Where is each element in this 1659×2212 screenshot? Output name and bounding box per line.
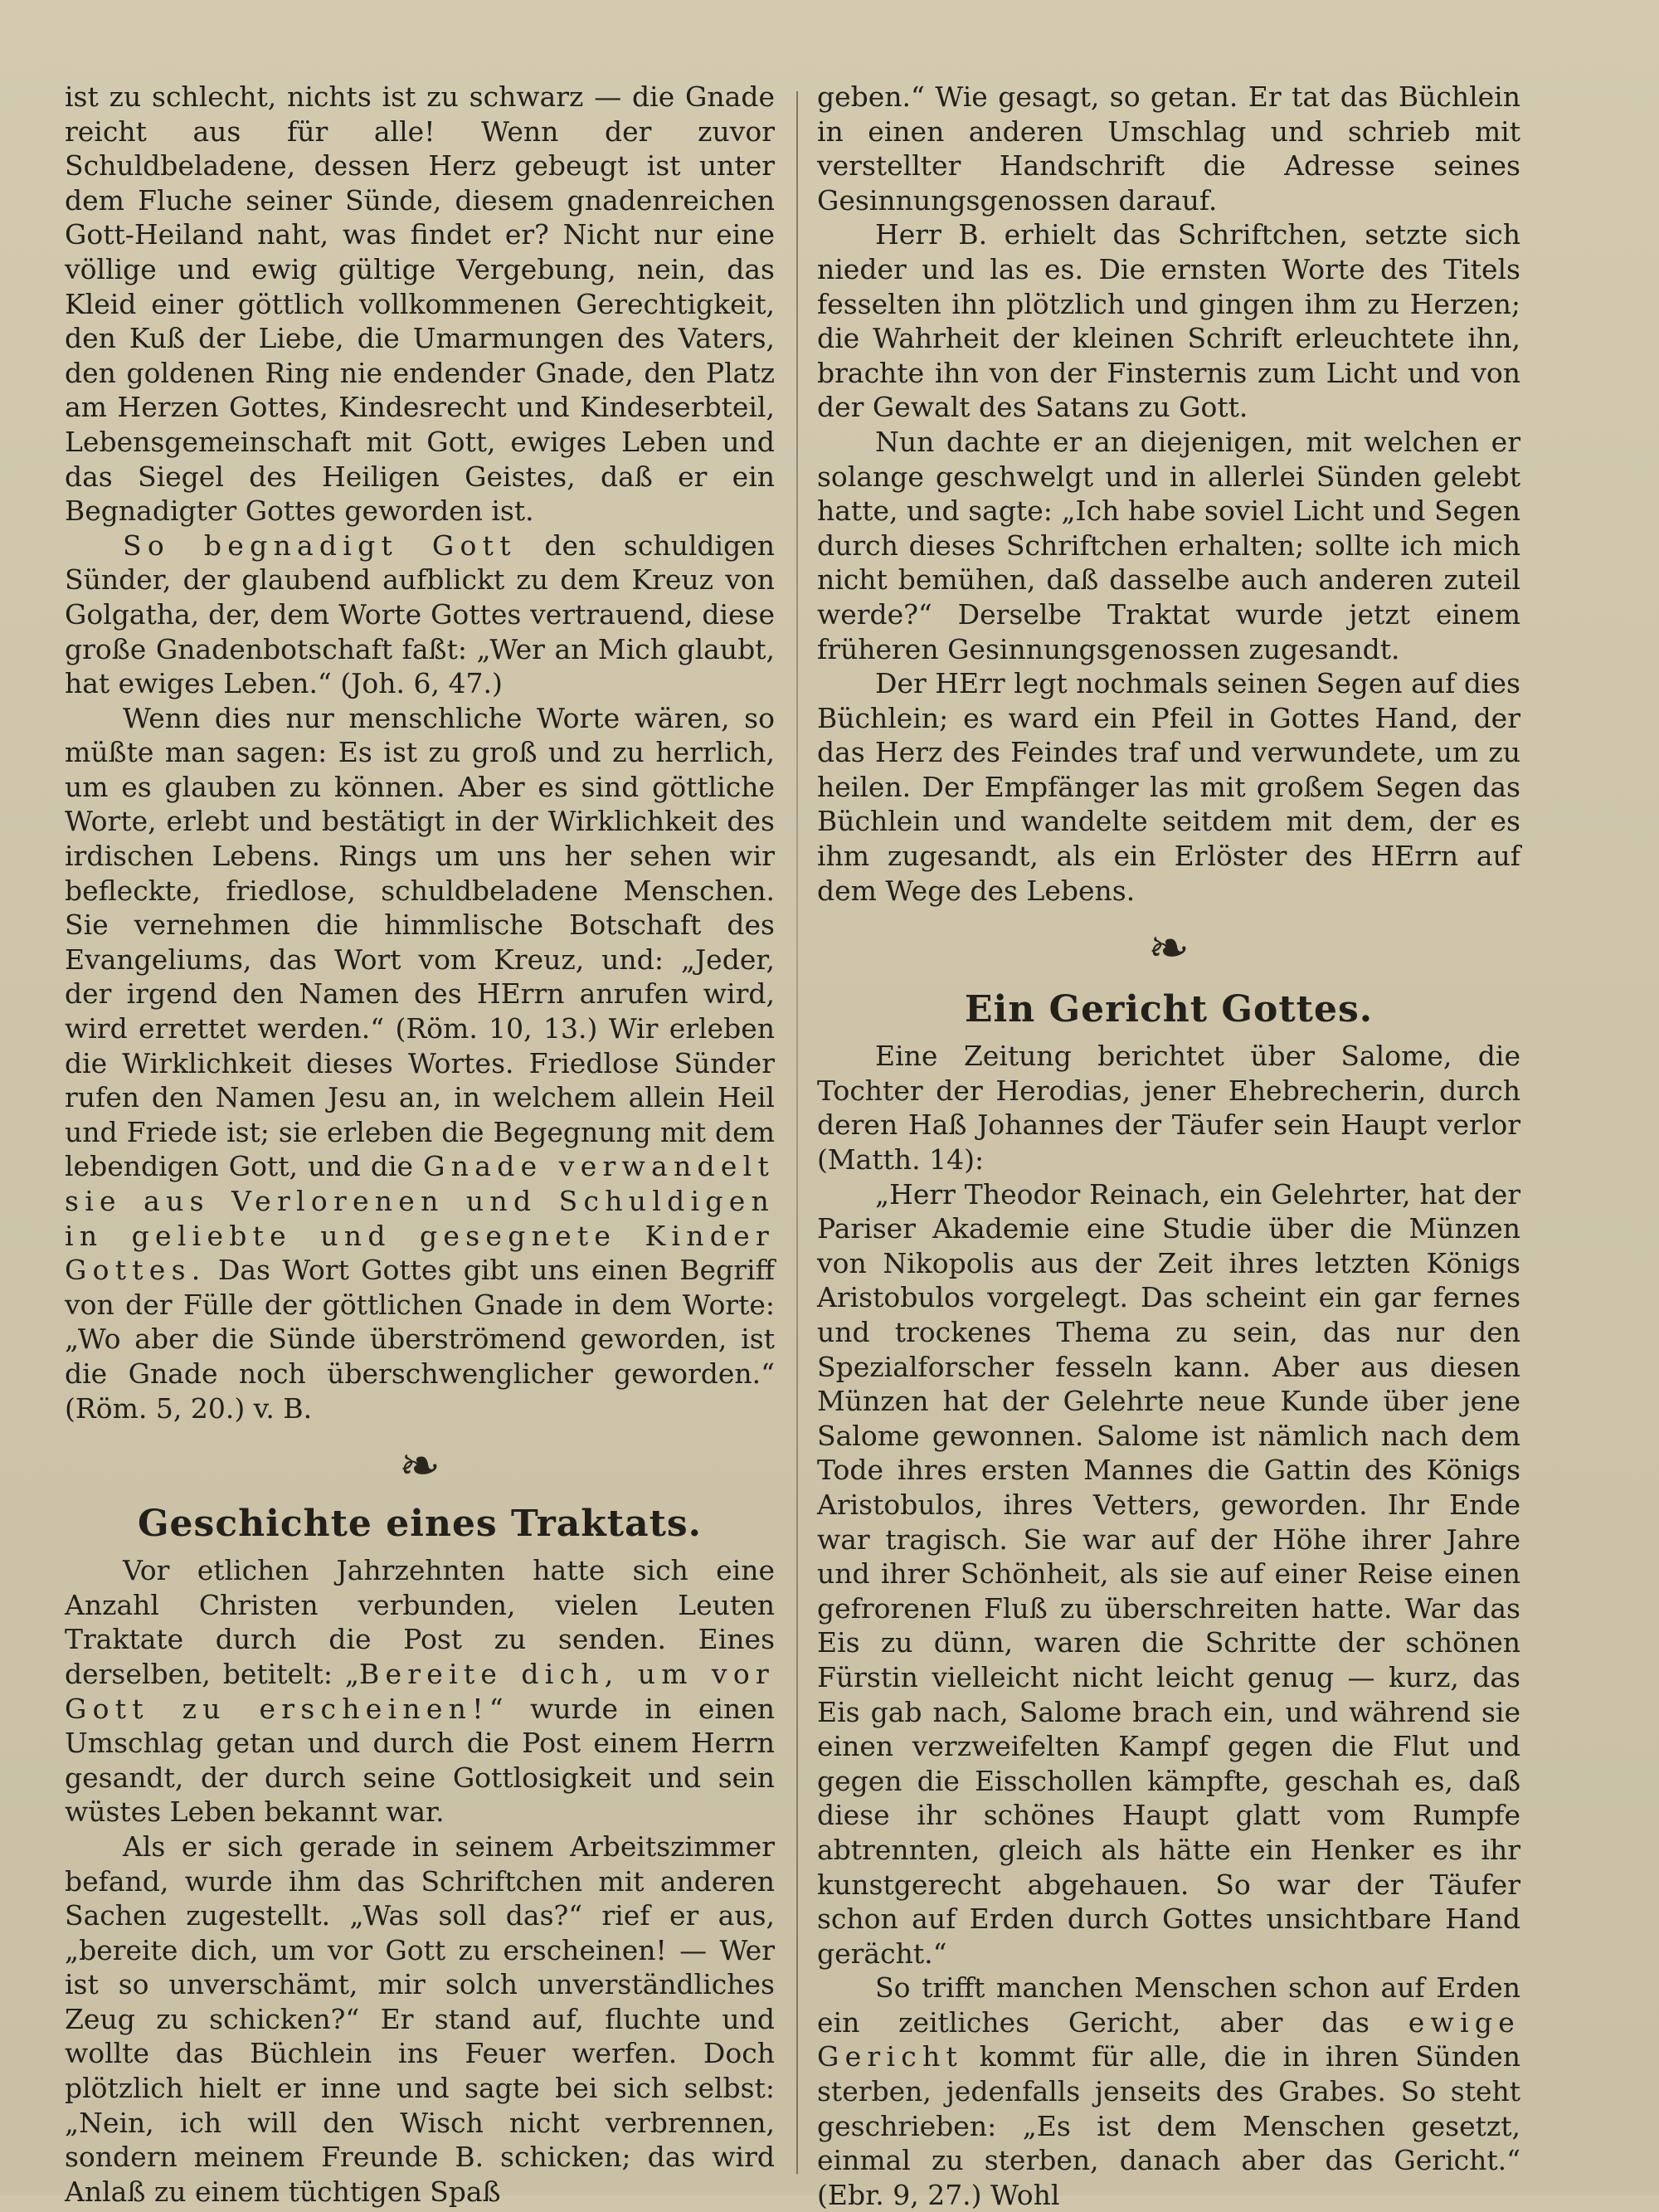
paragraph-text: kommt für alle, die in ihren Sünden sterben, jedenfalls jenseits des Grabes. So steht geschrieben: „Es ist dem Menschen gesetzt, einmal zu sterben, danach aber das Gericht.“ (Ebr. 9, 27.) Wohl <box>817 2040 1520 2211</box>
spaced-emphasis: ewige Gericht <box>817 2005 1520 2073</box>
column-divider <box>796 91 798 2174</box>
right-column <box>817 80 1520 2211</box>
fleuron-ornament-icon: ❧ <box>1147 919 1190 978</box>
paragraph-der-herr-segen: Der HErr legt nochmals seinen Segen auf dies Büchlein; es ward ein Pfeil in Gottes Hand, der das Herz des Feindes traf und verwundete, um zu heilen. Der Empfänger las mit großem Segen das Büchlein und wandelte seitdem mit dem, der es ihm zugesandt, als ein Erlöster des HErrn auf dem Wege des Lebens. <box>817 667 1520 907</box>
paragraph-text: “ wurde in einen Umschlag getan und durch die Post einem Herrn gesandt, der durch seine Gottlosigkeit und sein wüstes Leben bekannt war. <box>65 1692 775 1829</box>
paragraph-salome-intro: Eine Zeitung berichtet über Salome, die Tochter der Herodias, jener Ehebrecherin, durch deren Haß Johannes der Täufer sein Haupt verlor (Matth. 14): <box>817 1040 1520 1177</box>
paragraph-traktate <box>65 1553 775 1830</box>
paragraph-arbeitszimmer: Als er sich gerade in seinem Arbeitszimmer befand, wurde ihm das Schriftchen mit anderen Sachen zugestellt. „Was soll das?“ rief er aus, „bereite dich, um vor Gott zu erscheinen! — Wer ist so unverschämt, mir solch unverständliches Zeug zu schicken?“ Er stand auf, fluchte und wollte das Büchlein ins Feuer werfen. Doch plötzlich hielt er inne und sagte bei sich selbst: „Nein, ich will den Wisch nicht verbrennen, sondern meinem Freunde B. schicken; das wird Anlaß zu einem tüchtigen Spaß <box>65 1830 775 2208</box>
spaced-emphasis: Bereite dich, um vor Gott zu erscheinen! <box>65 1657 775 1725</box>
paragraph-gottliche-worte <box>65 701 775 1425</box>
heading-geschichte-eines-traktats: Geschichte eines Traktats. <box>137 1503 702 1546</box>
paragraph-text: den schuldigen Sünder, der glaubend aufblickt zu dem Kreuz von Golgatha, der, dem Worte Gottes vertrauend, diese große Gnadenbotschaft faßt: „Wer an Mich glaubt, hat ewiges Leben.“ (Joh. 6, 47.) <box>65 529 775 700</box>
paragraph-text: Vor etlichen Jahrzehnten hatte sich eine Anzahl Christen verbunden, vielen Leuten Traktate durch die Post zu senden. Eines derselben, betitelt: „ <box>65 1554 775 1690</box>
paragraph-grace: ist zu schlecht, nichts ist zu schwarz — die Gnade reicht aus für alle! Wenn der zuvor Schuldbeladene, dessen Herz gebeugt ist unter dem Fluche seiner Sünde, diesem gnadenreichen Gott-Heiland naht, was findet er? Nicht nur eine völlige und ewig gültige Vergebung, nein, das Kleid einer göttlich vollkommenen Gerechtigkeit, den Kuß der Liebe, die Umarmungen des Vaters, den goldenen Ring nie endender Gnade, den Platz am Herzen Gottes, Kindesrecht und Kindeserbteil, Lebensgemeinschaft mit Gott, ewiges Leben und das Siegel des Heiligen Geistes, daß er ein Begnadigter Gottes geworden ist. <box>65 80 775 528</box>
paragraph-text: Das Wort Gottes gibt uns einen Begriff von der Fülle der göttlichen Gnade in dem Worte: „Wo aber die Sünde überströmend geworden, ist die Gnade noch überschwenglicher geworden.“ (Röm. 5, 20.) v. B. <box>65 1254 775 1425</box>
paragraph-text: So trifft manchen Menschen schon auf Erden ein zeitliches Gericht, aber das <box>817 1971 1520 2039</box>
paragraph-begnadigt <box>65 529 775 701</box>
heading-ein-gericht-gottes: Ein Gericht Gottes. <box>964 988 1374 1031</box>
spaced-emphasis: So begnadigt Gott <box>123 529 517 562</box>
paragraph-wie-gesagt: geben.“ Wie gesagt, so getan. Er tat das Büchlein in einen anderen Umschlag und schrieb mit verstellter Handschrift die Adresse seines Gesinnungsgenossen darauf. <box>817 80 1520 217</box>
paragraph-reinach-quote: „Herr Theodor Reinach, ein Gelehrter, hat der Pariser Akademie eine Studie über die Münzen von Nikopolis aus der Zeit ihres letzten Königs Aristobulos vorgelegt. Das scheint ein gar fernes und trockenes Thema zu sein, das nur den Spezialforscher fesseln kann. Aber aus diesen Münzen hat der Gelehrte neue Kunde über jene Salome gewonnen. Salome ist nämlich nach dem Tode ihres ersten Mannes die Gattin des Königs Aristobulos, ihres Vetters, geworden. Ihr Ende war tragisch. Sie war auf der Höhe ihrer Jahre und ihrer Schönheit, als sie auf einer Reise einen gefrorenen Fluß zu überschreiten hatte. War das Eis zu dünn, waren die Schritte der schönen Fürstin vielleicht nicht leicht genug — kurz, das Eis gab nach, Salome brach ein, und während sie einen verzweifelten Kampf gegen die Flut und gegen die Eisschollen kämpfte, geschah es, daß diese ihr schönes Haupt glatt vom Rumpfe abtrennten, gleich als hätte ein Henker es ihr kunstgerecht abgehauen. So war der Täufer schon auf Erden durch Gottes unsichtbare Hand gerächt.“ <box>817 1177 1520 1970</box>
paragraph-herr-b: Herr B. erhielt das Schriftchen, setzte sich nieder und las es. Die ernsten Worte des Titels fesselten ihn plötzlich und gingen ihm zu Herzen; die Wahrheit der kleinen Schrift erleuchtete ihn, brachte ihn von der Finsternis zum Licht und von der Gewalt des Satans zu Gott. <box>817 218 1520 424</box>
paragraph-text: Wenn dies nur menschliche Worte wären, so müßte man sagen: Es ist zu groß und zu herrlich, um es glauben zu können. Aber es sind göttliche Worte, erlebt und bestätigt in der Wirklichkeit des irdischen Lebens. Rings um uns her sehen wir befleckte, friedlose, schuldbeladene Menschen. Sie vernehmen die himmlische Botschaft des Evangeliums, das Wort vom Kreuz, und: „Jeder, der irgend den Namen des HErrn anrufen wird, wird errettet werden.“ (Röm. 10, 13.) Wir erleben die Wirklichkeit dieses Wortes. Friedlose Sünder rufen den Namen Jesu an, in welchem allein Heil und Friede ist; sie erleben die Begegnung mit dem lebendigen Gott, und die <box>65 701 775 1183</box>
spaced-emphasis: Gnade verwandelt sie aus Verlorenen und Schuldigen in geliebte und gesegnete Kinder Gottes. <box>65 1150 775 1287</box>
paragraph-nun-dachte: Nun dachte er an diejenigen, mit welchen er solange geschwelgt und in allerlei Sünden gelebt hatte, und sagte: „Ich habe soviel Licht und Segen durch dieses Schriftchen erhalten; sollte ich mich nicht bemühen, daß dasselbe auch anderen zuteil werde?“ Derselbe Traktat wurde jetzt einem früheren Gesinnungsgenossen zugesandt. <box>817 425 1520 665</box>
left-column <box>65 80 775 2208</box>
fleuron-ornament-icon: ❧ <box>398 1437 441 1496</box>
paragraph-gericht <box>817 1971 1520 2212</box>
